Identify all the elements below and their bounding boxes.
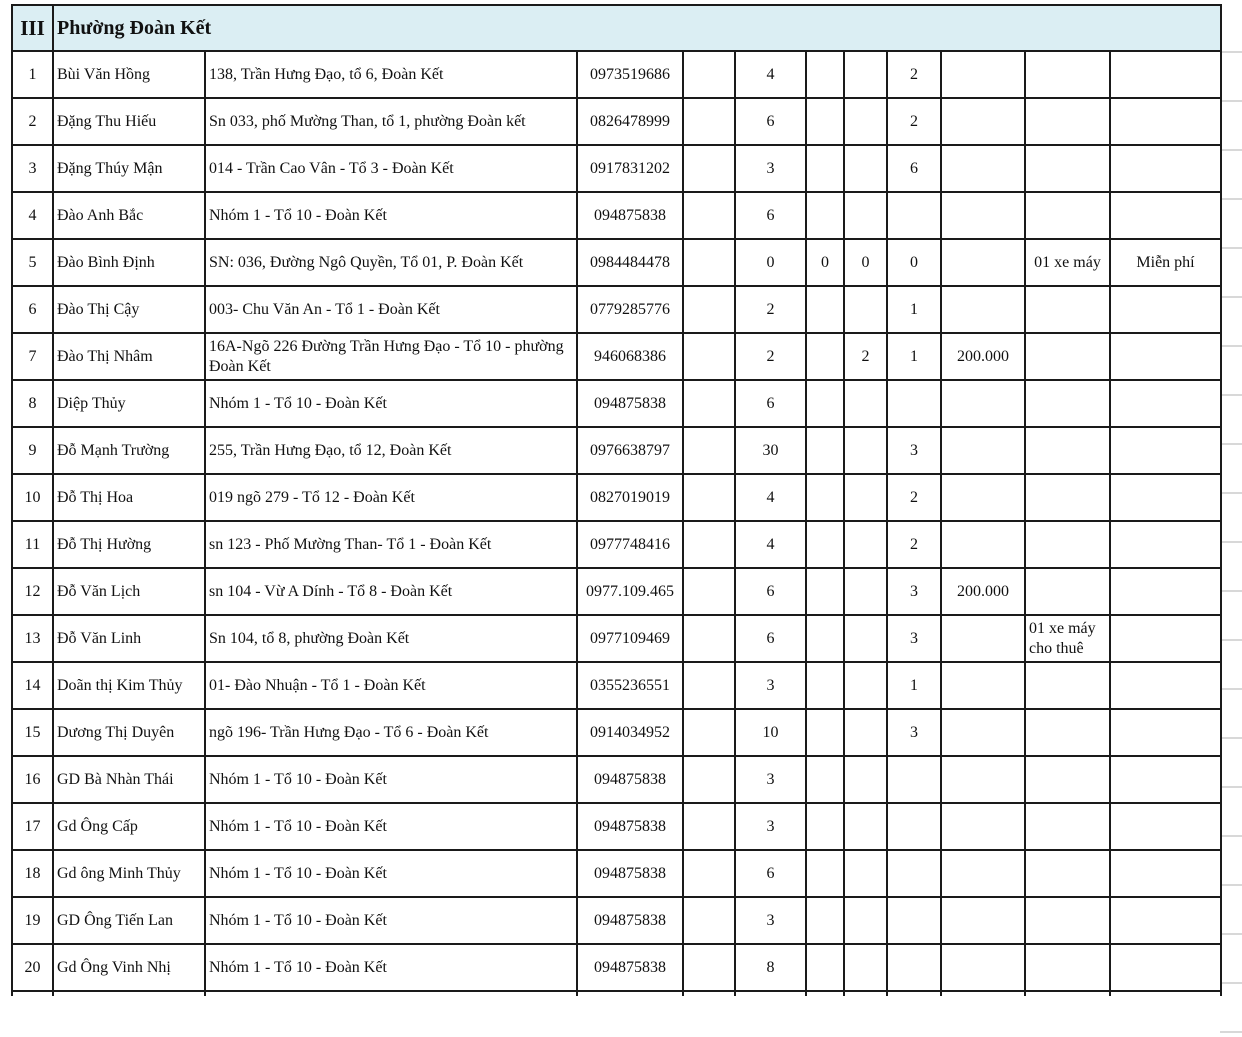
col7-cell[interactable]	[806, 427, 844, 474]
stt-cell[interactable]: 5	[12, 239, 53, 286]
col11-cell[interactable]	[1025, 333, 1110, 380]
col10-cell[interactable]	[941, 51, 1025, 98]
col11-cell[interactable]	[1025, 662, 1110, 709]
col10-cell[interactable]	[941, 380, 1025, 427]
col5-cell[interactable]	[683, 615, 735, 662]
col8-cell[interactable]	[844, 380, 887, 427]
address-cell[interactable]: Nhóm 1 - Tổ 10 - Đoàn Kết	[205, 192, 577, 239]
phone-cell[interactable]: 094875838	[577, 380, 683, 427]
col9-cell[interactable]: 0	[887, 239, 941, 286]
col9-cell[interactable]: 1	[887, 333, 941, 380]
stt-cell[interactable]: 16	[12, 756, 53, 803]
address-cell[interactable]: Nhóm 1 - Tổ 10 - Đoàn Kết	[205, 944, 577, 991]
col11-cell[interactable]: 01 xe máy cho thuê	[1025, 615, 1110, 662]
address-cell[interactable]: Nhóm 1 - Tổ 10 - Đoàn Kết	[205, 850, 577, 897]
col12-cell[interactable]	[1110, 145, 1221, 192]
table-row	[12, 850, 1221, 897]
col6-cell[interactable]: 10	[735, 709, 806, 756]
col6-cell[interactable]: 6	[735, 615, 806, 662]
col7-cell[interactable]	[806, 850, 844, 897]
col9-cell[interactable]: 2	[887, 98, 941, 145]
col6-cell[interactable]: 3	[735, 803, 806, 850]
background-gridlines	[1220, 0, 1242, 1037]
col12-cell[interactable]	[1110, 333, 1221, 380]
stt-cell[interactable]: 6	[12, 286, 53, 333]
phone-cell[interactable]: 0826478999	[577, 98, 683, 145]
col8-cell[interactable]	[844, 521, 887, 568]
phone-cell[interactable]: 094875838	[577, 944, 683, 991]
table-row	[12, 803, 1221, 850]
phone-cell[interactable]: 094875838	[577, 803, 683, 850]
col11-cell[interactable]	[1025, 521, 1110, 568]
table-row	[12, 51, 1221, 98]
stt-cell[interactable]: 17	[12, 803, 53, 850]
col12-cell[interactable]	[1110, 944, 1221, 991]
col10-cell[interactable]	[941, 850, 1025, 897]
col5-cell[interactable]	[683, 756, 735, 803]
table-row	[12, 756, 1221, 803]
col7-cell[interactable]	[806, 615, 844, 662]
col8-cell[interactable]	[844, 662, 887, 709]
stt-cell[interactable]: 2	[12, 98, 53, 145]
stt-cell[interactable]: 19	[12, 897, 53, 944]
col11-cell[interactable]	[1025, 427, 1110, 474]
col6-cell[interactable]: 2	[735, 333, 806, 380]
col6-cell[interactable]: 3	[735, 756, 806, 803]
stt-cell[interactable]: 20	[12, 944, 53, 991]
stt-cell[interactable]: 9	[12, 427, 53, 474]
col6-cell[interactable]: 6	[735, 850, 806, 897]
table-row	[12, 192, 1221, 239]
col8-cell[interactable]	[844, 192, 887, 239]
col9-cell[interactable]: 1	[887, 286, 941, 333]
stt-cell[interactable]: 11	[12, 521, 53, 568]
address-cell[interactable]: Nhóm 1 - Tổ 10 - Đoàn Kết	[205, 756, 577, 803]
name-cell[interactable]: GD Bà Nhàn Thái	[53, 756, 205, 803]
phone-cell[interactable]: 0977748416	[577, 521, 683, 568]
name-cell[interactable]: Đào Thị Nhâm	[53, 333, 205, 380]
phone-cell[interactable]: 0914034952	[577, 709, 683, 756]
col6-cell[interactable]: 30	[735, 427, 806, 474]
col8-cell[interactable]: 2	[844, 333, 887, 380]
col7-cell[interactable]	[806, 51, 844, 98]
col7-cell[interactable]	[806, 944, 844, 991]
col5-cell[interactable]	[683, 286, 735, 333]
phone-cell[interactable]: 094875838	[577, 897, 683, 944]
col11-cell[interactable]	[1025, 850, 1110, 897]
table-row	[12, 333, 1221, 380]
col12-cell[interactable]	[1110, 98, 1221, 145]
col5-cell[interactable]	[683, 145, 735, 192]
col11-cell[interactable]	[1025, 51, 1110, 98]
col7-cell[interactable]	[806, 145, 844, 192]
name-cell[interactable]: Bùi Văn Hồng	[53, 51, 205, 98]
col5-cell[interactable]	[683, 98, 735, 145]
col11-cell[interactable]	[1025, 98, 1110, 145]
col8-cell[interactable]	[844, 615, 887, 662]
col6-cell[interactable]: 0	[735, 239, 806, 286]
phone-cell[interactable]: 0779285776	[577, 286, 683, 333]
address-cell[interactable]: SN: 036, Đường Ngô Quyền, Tổ 01, P. Đoàn Kết	[205, 239, 577, 286]
col12-cell[interactable]	[1110, 380, 1221, 427]
address-cell[interactable]: Nhóm 1 - Tổ 10 - Đoàn Kết	[205, 380, 577, 427]
address-cell[interactable]: Sn 104, tổ 8, phường Đoàn Kết	[205, 615, 577, 662]
col5-cell[interactable]	[683, 897, 735, 944]
name-cell[interactable]: Đào Thị Cậy	[53, 286, 205, 333]
col9-cell[interactable]	[887, 192, 941, 239]
col6-cell[interactable]: 3	[735, 145, 806, 192]
phone-cell[interactable]: 094875838	[577, 756, 683, 803]
col9-cell[interactable]: 3	[887, 615, 941, 662]
col5-cell[interactable]	[683, 51, 735, 98]
col5-cell[interactable]	[683, 521, 735, 568]
col8-cell[interactable]	[844, 944, 887, 991]
col8-cell[interactable]	[844, 427, 887, 474]
address-cell[interactable]: Nhóm 1 - Tổ 10 - Đoàn Kết	[205, 897, 577, 944]
col12-cell[interactable]: Miễn phí	[1110, 239, 1221, 286]
phone-cell[interactable]: 094875838	[577, 850, 683, 897]
phone-cell[interactable]: 0355236551	[577, 662, 683, 709]
col5-cell[interactable]	[683, 333, 735, 380]
phone-cell[interactable]: 0917831202	[577, 145, 683, 192]
name-cell[interactable]: Đỗ Thị Hoa	[53, 474, 205, 521]
col12-cell[interactable]	[1110, 756, 1221, 803]
phone-cell[interactable]: 0976638797	[577, 427, 683, 474]
col10-cell[interactable]	[941, 521, 1025, 568]
col8-cell[interactable]	[844, 897, 887, 944]
col6-cell[interactable]: 3	[735, 897, 806, 944]
col5-cell[interactable]	[683, 568, 735, 615]
table-row	[12, 98, 1221, 145]
col11-cell[interactable]	[1025, 944, 1110, 991]
name-cell[interactable]: Đỗ Văn Lịch	[53, 568, 205, 615]
col11-cell[interactable]	[1025, 286, 1110, 333]
name-cell[interactable]: Đỗ Mạnh Trường	[53, 427, 205, 474]
stt-cell[interactable]: 8	[12, 380, 53, 427]
col10-cell[interactable]	[941, 474, 1025, 521]
table-row	[12, 145, 1221, 192]
col12-cell[interactable]	[1110, 51, 1221, 98]
col10-cell[interactable]	[941, 286, 1025, 333]
col7-cell[interactable]	[806, 897, 844, 944]
address-cell[interactable]: 019 ngõ 279 - Tổ 12 - Đoàn Kết	[205, 474, 577, 521]
col7-cell[interactable]	[806, 380, 844, 427]
col9-cell[interactable]	[887, 850, 941, 897]
table-row	[12, 568, 1221, 615]
stt-cell[interactable]: 14	[12, 662, 53, 709]
col11-cell[interactable]	[1025, 897, 1110, 944]
table-row	[12, 380, 1221, 427]
col12-cell[interactable]	[1110, 427, 1221, 474]
col10-cell[interactable]	[941, 427, 1025, 474]
name-cell[interactable]: Đặng Thúy Mận	[53, 145, 205, 192]
col8-cell[interactable]	[844, 145, 887, 192]
col9-cell[interactable]: 2	[887, 521, 941, 568]
col10-cell[interactable]: 200.000	[941, 568, 1025, 615]
col12-cell[interactable]	[1110, 803, 1221, 850]
phone-cell[interactable]: 946068386	[577, 333, 683, 380]
phone-cell[interactable]: 094875838	[577, 192, 683, 239]
col5-cell[interactable]	[683, 709, 735, 756]
table-row	[12, 521, 1221, 568]
col10-cell[interactable]	[941, 709, 1025, 756]
col9-cell[interactable]: 3	[887, 568, 941, 615]
table-row	[12, 709, 1221, 756]
col11-cell[interactable]	[1025, 803, 1110, 850]
col12-cell[interactable]	[1110, 568, 1221, 615]
col11-cell[interactable]	[1025, 474, 1110, 521]
col7-cell[interactable]	[806, 521, 844, 568]
col5-cell[interactable]	[683, 239, 735, 286]
name-cell[interactable]: Gd ông Minh Thủy	[53, 850, 205, 897]
col12-cell[interactable]	[1110, 521, 1221, 568]
phone-cell[interactable]: 0977109469	[577, 615, 683, 662]
col10-cell[interactable]	[941, 615, 1025, 662]
col6-cell[interactable]: 8	[735, 944, 806, 991]
table-row	[12, 474, 1221, 521]
col6-cell[interactable]: 4	[735, 521, 806, 568]
address-cell[interactable]: sn 104 - Vừ A Dính - Tổ 8 - Đoàn Kết	[205, 568, 577, 615]
col7-cell[interactable]	[806, 568, 844, 615]
address-cell[interactable]: 16A-Ngõ 226 Đường Trần Hưng Đạo - Tổ 10 - phường Đoàn Kết	[205, 333, 577, 380]
next-row-stub	[12, 991, 1221, 996]
col7-cell[interactable]	[806, 662, 844, 709]
col10-cell[interactable]	[941, 662, 1025, 709]
table-row	[12, 615, 1221, 662]
col10-cell[interactable]	[941, 192, 1025, 239]
col11-cell[interactable]	[1025, 380, 1110, 427]
col10-cell[interactable]	[941, 803, 1025, 850]
address-cell[interactable]: 014 - Trần Cao Vân - Tổ 3 - Đoàn Kết	[205, 145, 577, 192]
col6-cell[interactable]: 2	[735, 286, 806, 333]
col5-cell[interactable]	[683, 474, 735, 521]
address-cell[interactable]: ngõ 196- Trần Hưng Đạo - Tổ 6 - Đoàn Kết	[205, 709, 577, 756]
address-cell[interactable]: 255, Trần Hưng Đạo, tổ 12, Đoàn Kết	[205, 427, 577, 474]
col11-cell[interactable]	[1025, 192, 1110, 239]
col10-cell[interactable]: 200.000	[941, 333, 1025, 380]
address-cell[interactable]: 003- Chu Văn An - Tổ 1 - Đoàn Kết	[205, 286, 577, 333]
col7-cell[interactable]	[806, 192, 844, 239]
stt-cell[interactable]: 12	[12, 568, 53, 615]
col9-cell[interactable]: 2	[887, 51, 941, 98]
col9-cell[interactable]	[887, 944, 941, 991]
col5-cell[interactable]	[683, 192, 735, 239]
col11-cell[interactable]	[1025, 709, 1110, 756]
col10-cell[interactable]	[941, 756, 1025, 803]
col6-cell[interactable]: 6	[735, 380, 806, 427]
table-row	[12, 427, 1221, 474]
address-cell[interactable]: sn 123 - Phố Mường Than- Tổ 1 - Đoàn Kết	[205, 521, 577, 568]
name-cell[interactable]: Đào Anh Bắc	[53, 192, 205, 239]
col9-cell[interactable]: 2	[887, 474, 941, 521]
col10-cell[interactable]	[941, 897, 1025, 944]
col5-cell[interactable]	[683, 803, 735, 850]
stt-cell[interactable]: 1	[12, 51, 53, 98]
stt-cell[interactable]: 15	[12, 709, 53, 756]
col12-cell[interactable]	[1110, 474, 1221, 521]
col10-cell[interactable]	[941, 944, 1025, 991]
table-row	[12, 239, 1221, 286]
col8-cell[interactable]	[844, 850, 887, 897]
name-cell[interactable]: Gd Ông Vinh Nhị	[53, 944, 205, 991]
table-row	[12, 944, 1221, 991]
col10-cell[interactable]	[941, 98, 1025, 145]
col6-cell[interactable]: 3	[735, 662, 806, 709]
col9-cell[interactable]: 3	[887, 427, 941, 474]
stt-cell[interactable]: 4	[12, 192, 53, 239]
col12-cell[interactable]	[1110, 897, 1221, 944]
stt-cell[interactable]: 10	[12, 474, 53, 521]
col5-cell[interactable]	[683, 662, 735, 709]
col5-cell[interactable]	[683, 944, 735, 991]
name-cell[interactable]: Doãn thị Kim Thủy	[53, 662, 205, 709]
name-cell[interactable]: Gd Ông Cấp	[53, 803, 205, 850]
name-cell[interactable]: Diệp Thủy	[53, 380, 205, 427]
col9-cell[interactable]	[887, 756, 941, 803]
address-cell[interactable]: 01- Đào Nhuận - Tổ 1 - Đoàn Kết	[205, 662, 577, 709]
col6-cell[interactable]: 6	[735, 568, 806, 615]
phone-cell[interactable]: 0977.109.465	[577, 568, 683, 615]
col8-cell[interactable]	[844, 709, 887, 756]
col7-cell[interactable]	[806, 474, 844, 521]
col8-cell[interactable]	[844, 286, 887, 333]
name-cell[interactable]: Đỗ Văn Linh	[53, 615, 205, 662]
col11-cell[interactable]	[1025, 568, 1110, 615]
col12-cell[interactable]	[1110, 662, 1221, 709]
table-row	[12, 286, 1221, 333]
section-title[interactable]: Phường Đoàn Kết	[53, 5, 1221, 51]
col8-cell[interactable]	[844, 568, 887, 615]
col8-cell[interactable]	[844, 51, 887, 98]
col7-cell[interactable]: 0	[806, 239, 844, 286]
col11-cell[interactable]	[1025, 145, 1110, 192]
phone-cell[interactable]: 0973519686	[577, 51, 683, 98]
col7-cell[interactable]	[806, 333, 844, 380]
col6-cell[interactable]: 6	[735, 192, 806, 239]
col11-cell[interactable]	[1025, 756, 1110, 803]
col6-cell[interactable]: 6	[735, 98, 806, 145]
col8-cell[interactable]	[844, 98, 887, 145]
col6-cell[interactable]: 4	[735, 51, 806, 98]
name-cell[interactable]: Đặng Thu Hiếu	[53, 98, 205, 145]
households-table	[11, 4, 1222, 996]
col9-cell[interactable]: 3	[887, 709, 941, 756]
phone-cell[interactable]: 0827019019	[577, 474, 683, 521]
phone-cell[interactable]: 0984484478	[577, 239, 683, 286]
name-cell[interactable]: Dương Thị Duyên	[53, 709, 205, 756]
name-cell[interactable]: Đào Bình Định	[53, 239, 205, 286]
col7-cell[interactable]	[806, 286, 844, 333]
col5-cell[interactable]	[683, 380, 735, 427]
stt-cell[interactable]: 3	[12, 145, 53, 192]
table-row	[12, 662, 1221, 709]
table-row	[12, 897, 1221, 944]
col12-cell[interactable]	[1110, 615, 1221, 662]
col5-cell[interactable]	[683, 850, 735, 897]
stt-cell[interactable]: 7	[12, 333, 53, 380]
col8-cell[interactable]: 0	[844, 239, 887, 286]
stt-cell[interactable]: 18	[12, 850, 53, 897]
col8-cell[interactable]	[844, 756, 887, 803]
col10-cell[interactable]	[941, 239, 1025, 286]
col9-cell[interactable]: 1	[887, 662, 941, 709]
col9-cell[interactable]	[887, 380, 941, 427]
col7-cell[interactable]	[806, 803, 844, 850]
address-cell[interactable]: 138, Trần Hưng Đạo, tổ 6, Đoàn Kết	[205, 51, 577, 98]
name-cell[interactable]: Đỗ Thị Hường	[53, 521, 205, 568]
col9-cell[interactable]	[887, 897, 941, 944]
address-cell[interactable]: Nhóm 1 - Tổ 10 - Đoàn Kết	[205, 803, 577, 850]
col7-cell[interactable]	[806, 709, 844, 756]
stt-cell[interactable]: 13	[12, 615, 53, 662]
col9-cell[interactable]	[887, 803, 941, 850]
col12-cell[interactable]	[1110, 850, 1221, 897]
col10-cell[interactable]	[941, 145, 1025, 192]
name-cell[interactable]: GD Ông Tiến Lan	[53, 897, 205, 944]
col5-cell[interactable]	[683, 427, 735, 474]
section-header-row	[12, 5, 1221, 51]
col12-cell[interactable]	[1110, 192, 1221, 239]
col12-cell[interactable]	[1110, 709, 1221, 756]
col11-cell[interactable]: 01 xe máy	[1025, 239, 1110, 286]
col6-cell[interactable]: 4	[735, 474, 806, 521]
col12-cell[interactable]	[1110, 286, 1221, 333]
col7-cell[interactable]	[806, 756, 844, 803]
col9-cell[interactable]: 6	[887, 145, 941, 192]
col8-cell[interactable]	[844, 474, 887, 521]
section-number[interactable]: III	[12, 5, 53, 51]
col7-cell[interactable]	[806, 98, 844, 145]
address-cell[interactable]: Sn 033, phố Mường Than, tổ 1, phường Đoàn kết	[205, 98, 577, 145]
col8-cell[interactable]	[844, 803, 887, 850]
